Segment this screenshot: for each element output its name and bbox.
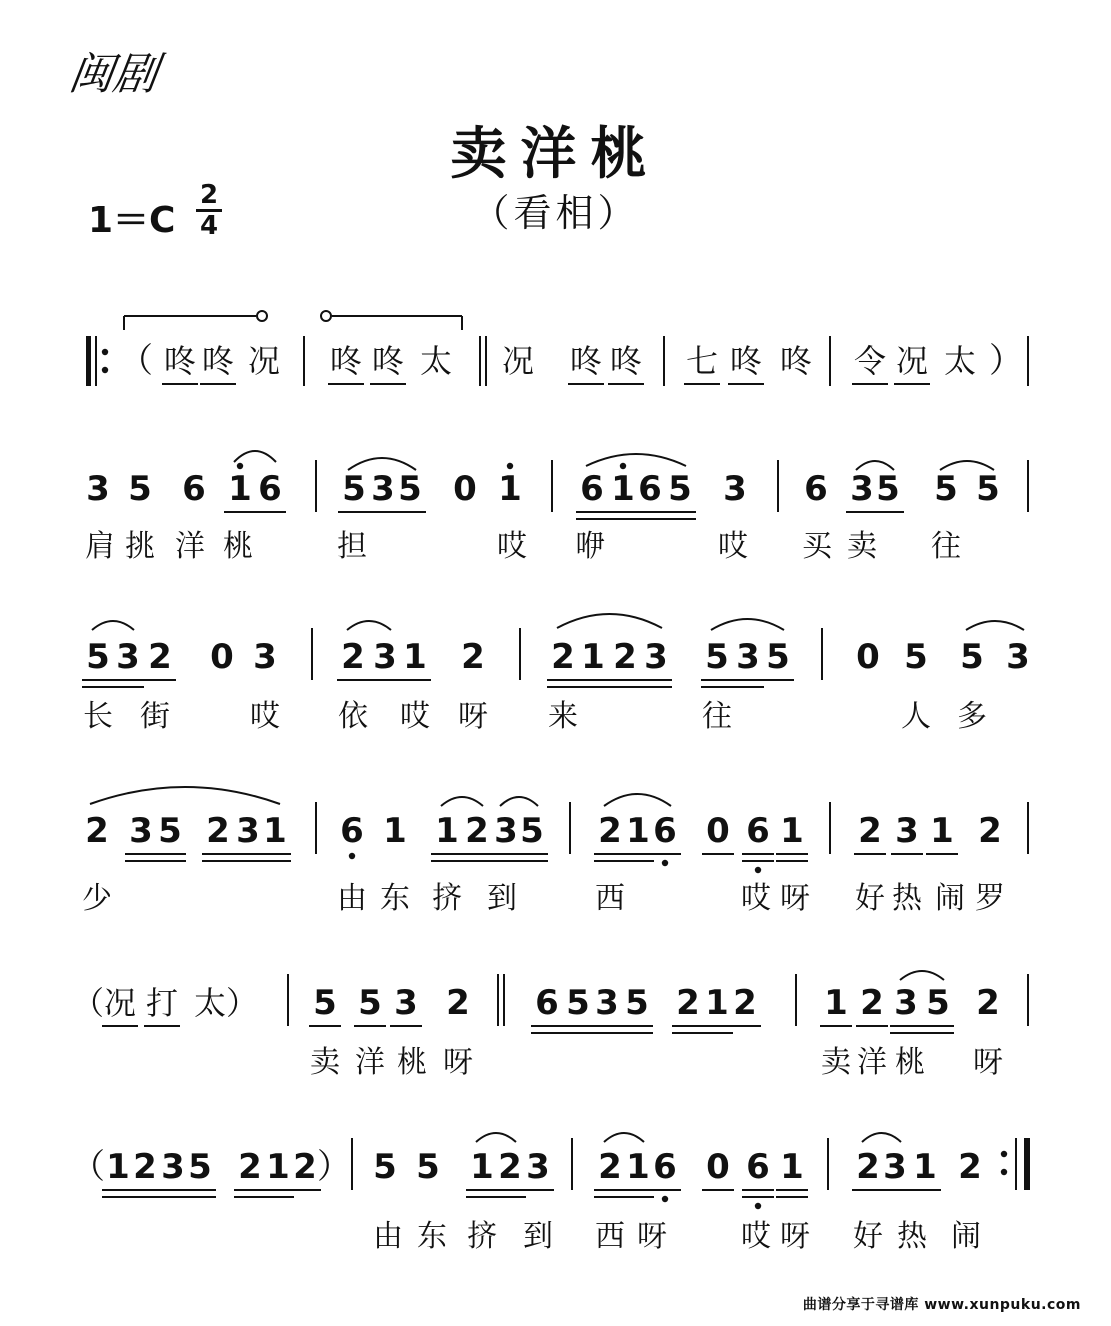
lyric: 哎 <box>741 881 771 916</box>
note: 2 <box>238 1147 262 1187</box>
slur <box>441 797 483 806</box>
note: 1 <box>824 983 848 1023</box>
note: 6 <box>653 811 677 851</box>
lyric: 西 <box>595 881 625 916</box>
note: 2 <box>676 983 700 1023</box>
lyric: 呀 <box>973 1045 1003 1080</box>
note: 5 <box>926 983 950 1023</box>
lyric: 呀 <box>637 1219 667 1254</box>
lyric: 卖 <box>310 1045 340 1080</box>
lyric: 多 <box>957 699 987 734</box>
percussion-syllable: 太 <box>193 984 227 1022</box>
lyric: 呀 <box>780 881 810 916</box>
slur <box>234 451 276 462</box>
note: 1 <box>403 637 427 677</box>
bracket: （ <box>119 341 153 381</box>
note: 0 <box>856 637 880 677</box>
note: 3 <box>161 1147 185 1187</box>
percussion-syllable: ） <box>225 984 259 1022</box>
slur <box>604 1133 644 1142</box>
note: 6 <box>182 469 206 509</box>
percussion-syllable: 况 <box>501 342 535 380</box>
note: 3 <box>736 637 760 677</box>
note: 3 <box>394 983 418 1023</box>
time-signature-bottom: 4 <box>199 211 219 241</box>
slur <box>604 794 671 806</box>
lyric: 呀 <box>443 1045 473 1080</box>
lyric: 人 <box>901 699 931 734</box>
note: 1 <box>705 983 729 1023</box>
low-octave-dot <box>662 1196 668 1202</box>
note: 1 <box>470 1147 494 1187</box>
lyric: 少 <box>82 881 112 916</box>
repeat-dot <box>1001 1151 1007 1157</box>
volta-circle <box>321 311 331 321</box>
percussion-syllable: 况 <box>895 342 929 380</box>
note: 1 <box>611 469 635 509</box>
slur <box>557 614 662 628</box>
note: 5 <box>188 1147 212 1187</box>
slur <box>476 1133 516 1142</box>
high-octave-dot <box>620 463 626 469</box>
low-octave-dot <box>662 860 668 866</box>
note: 6 <box>580 469 604 509</box>
repeat-dot <box>102 349 108 355</box>
note: 2 <box>498 1147 522 1187</box>
note: 2 <box>465 811 489 851</box>
note: 6 <box>638 469 662 509</box>
percussion-syllable: 太 <box>943 342 977 380</box>
note: 5 <box>416 1147 440 1187</box>
note: 3 <box>895 811 919 851</box>
note: 3 <box>116 637 140 677</box>
percussion-syllable: 咚 <box>163 342 197 380</box>
lyric: 洋 <box>857 1045 887 1080</box>
genre-label: 闽剧 <box>65 49 161 100</box>
percussion-syllable: 令 <box>853 342 887 380</box>
percussion-syllable: 太 <box>419 342 453 380</box>
note: 0 <box>210 637 234 677</box>
note: 5 <box>625 983 649 1023</box>
note: 5 <box>520 811 544 851</box>
note: 5 <box>960 637 984 677</box>
percussion-syllable: 况 <box>103 984 137 1022</box>
lyric: 咿 <box>575 529 605 564</box>
note: 2 <box>598 811 622 851</box>
note: 5 <box>705 637 729 677</box>
note: 1 <box>498 469 522 509</box>
note: 2 <box>446 983 470 1023</box>
lyric: 往 <box>931 529 961 564</box>
note: 2 <box>976 983 1000 1023</box>
lyric: 由 <box>337 881 367 916</box>
lyric: 热 <box>892 881 922 916</box>
volta-circle <box>257 311 267 321</box>
note: 5 <box>766 637 790 677</box>
percussion-syllable: 咚 <box>779 342 813 380</box>
note: 2 <box>613 637 637 677</box>
note: 0 <box>706 811 730 851</box>
lyric: 桃 <box>895 1045 925 1080</box>
note: 3 <box>723 469 747 509</box>
note: 5 <box>342 469 366 509</box>
note: 2 <box>85 811 109 851</box>
lyric: 到 <box>487 881 517 916</box>
note: 3 <box>129 811 153 851</box>
lyric: 挤 <box>432 881 462 916</box>
percussion-syllable: （ <box>71 984 105 1022</box>
lyric: 东 <box>380 881 410 916</box>
low-octave-dot <box>755 867 761 873</box>
note: 2 <box>341 637 365 677</box>
note: 5 <box>566 983 590 1023</box>
percussion-syllable: 况 <box>247 342 281 380</box>
slur <box>500 797 538 806</box>
lyric: 往 <box>702 699 732 734</box>
note: 5 <box>934 469 958 509</box>
note: 2 <box>598 1147 622 1187</box>
percussion-syllable: 咚 <box>201 342 235 380</box>
note: 1 <box>435 811 459 851</box>
note: 1 <box>263 811 287 851</box>
song-subtitle: （看相） <box>471 191 640 235</box>
repeat-end-thick <box>1024 1138 1030 1190</box>
note: 5 <box>358 983 382 1023</box>
note: 6 <box>804 469 828 509</box>
lyric: 桃 <box>397 1045 427 1080</box>
note: 5 <box>976 469 1000 509</box>
lyric: 买 <box>802 529 832 564</box>
note: 1 <box>106 1147 130 1187</box>
note: 6 <box>340 811 364 851</box>
note: 1 <box>780 1147 804 1187</box>
note: 2 <box>148 637 172 677</box>
note: 5 <box>313 983 337 1023</box>
lyric: 哎 <box>400 699 430 734</box>
slur <box>966 621 1024 630</box>
note: 2 <box>206 811 230 851</box>
source-credit: 曲谱分享于寻谱库 www.xunpuku.com <box>802 1297 1081 1313</box>
lyric: 卖 <box>821 1045 851 1080</box>
lyric: 洋 <box>355 1045 385 1080</box>
lyric: 到 <box>523 1219 553 1254</box>
lyric: 呀 <box>458 699 488 734</box>
note: 2 <box>856 1147 880 1187</box>
high-octave-dot <box>237 463 243 469</box>
lyric: 哎 <box>718 529 748 564</box>
key-signature: 1＝C <box>88 200 176 241</box>
lyric: 闹 <box>935 881 965 916</box>
lyric: 闹 <box>951 1219 981 1254</box>
note: 3 <box>526 1147 550 1187</box>
note: 1 <box>913 1147 937 1187</box>
bracket: ） <box>989 341 1023 381</box>
slur <box>862 1133 901 1142</box>
note: 6 <box>746 811 770 851</box>
note: 5 <box>904 637 928 677</box>
lyric: 西 <box>595 1219 625 1254</box>
note: 3 <box>850 469 874 509</box>
slur <box>586 454 686 466</box>
note: 3 <box>494 811 518 851</box>
lyric: 东 <box>417 1219 447 1254</box>
lyric: 桃 <box>223 529 253 564</box>
note: 2 <box>293 1147 317 1187</box>
slur <box>900 971 944 980</box>
note: 1 <box>228 469 252 509</box>
low-octave-dot <box>349 853 355 859</box>
repeat-start-thick <box>86 336 91 386</box>
note: 5 <box>876 469 900 509</box>
note: 3 <box>236 811 260 851</box>
lyric: 依 <box>338 699 368 734</box>
lyric: 呀 <box>780 1219 810 1254</box>
lyric: 担 <box>337 529 367 564</box>
note: 6 <box>535 983 559 1023</box>
slur <box>347 621 391 630</box>
lyric: 肩 <box>85 529 115 564</box>
note: 0 <box>453 469 477 509</box>
note: 5 <box>398 469 422 509</box>
note: 6 <box>653 1147 677 1187</box>
lyric: 哎 <box>250 699 280 734</box>
note: 1 <box>581 637 605 677</box>
note: 1 <box>780 811 804 851</box>
note: 3 <box>253 637 277 677</box>
note: 2 <box>858 811 882 851</box>
note: 1 <box>383 811 407 851</box>
bracket: ） <box>317 1147 351 1187</box>
percussion-syllable: 咚 <box>569 342 603 380</box>
note: 6 <box>746 1147 770 1187</box>
slur <box>92 621 134 630</box>
note: 3 <box>883 1147 907 1187</box>
note: 1 <box>626 811 650 851</box>
lyric: 洋 <box>175 529 205 564</box>
note: 3 <box>86 469 110 509</box>
note: 0 <box>706 1147 730 1187</box>
note: 3 <box>371 469 395 509</box>
lyric: 由 <box>373 1219 403 1254</box>
note: 2 <box>958 1147 982 1187</box>
percussion-syllable: 咚 <box>371 342 405 380</box>
note: 3 <box>894 983 918 1023</box>
bracket: （ <box>71 1147 105 1187</box>
repeat-dot <box>102 367 108 373</box>
note: 1 <box>626 1147 650 1187</box>
note: 2 <box>461 637 485 677</box>
note: 1 <box>930 811 954 851</box>
lyric: 挑 <box>125 529 155 564</box>
note: 5 <box>373 1147 397 1187</box>
lyric: 哎 <box>741 1219 771 1254</box>
note: 5 <box>86 637 110 677</box>
percussion-syllable: 咚 <box>729 342 763 380</box>
percussion-syllable: 咚 <box>329 342 363 380</box>
note: 5 <box>128 469 152 509</box>
note: 2 <box>733 983 757 1023</box>
note: 3 <box>595 983 619 1023</box>
time-signature-top: 2 <box>199 180 219 210</box>
lyric: 热 <box>897 1219 927 1254</box>
song-title: 卖洋桃 <box>450 122 661 187</box>
lyric: 街 <box>140 699 170 734</box>
note: 2 <box>978 811 1002 851</box>
note: 2 <box>860 983 884 1023</box>
lyric: 来 <box>548 699 578 734</box>
note: 5 <box>158 811 182 851</box>
note: 2 <box>551 637 575 677</box>
note: 5 <box>668 469 692 509</box>
lyric: 长 <box>83 699 113 734</box>
high-octave-dot <box>507 463 513 469</box>
percussion-syllable: 咚 <box>609 342 643 380</box>
lyric: 好 <box>855 881 885 916</box>
percussion-syllable: 打 <box>145 984 179 1022</box>
lyric: 好 <box>853 1219 883 1254</box>
slur <box>90 787 280 804</box>
low-octave-dot <box>755 1203 761 1209</box>
slur <box>711 619 784 630</box>
note: 3 <box>1006 637 1030 677</box>
percussion-syllable: 七 <box>685 342 719 380</box>
note: 6 <box>258 469 282 509</box>
note: 2 <box>133 1147 157 1187</box>
note: 1 <box>266 1147 290 1187</box>
lyric: 卖 <box>847 529 877 564</box>
note: 3 <box>373 637 397 677</box>
repeat-dot <box>1001 1169 1007 1175</box>
note: 3 <box>644 637 668 677</box>
lyric: 罗 <box>975 881 1005 916</box>
lyric: 哎 <box>497 529 527 564</box>
lyric: 挤 <box>467 1219 497 1254</box>
